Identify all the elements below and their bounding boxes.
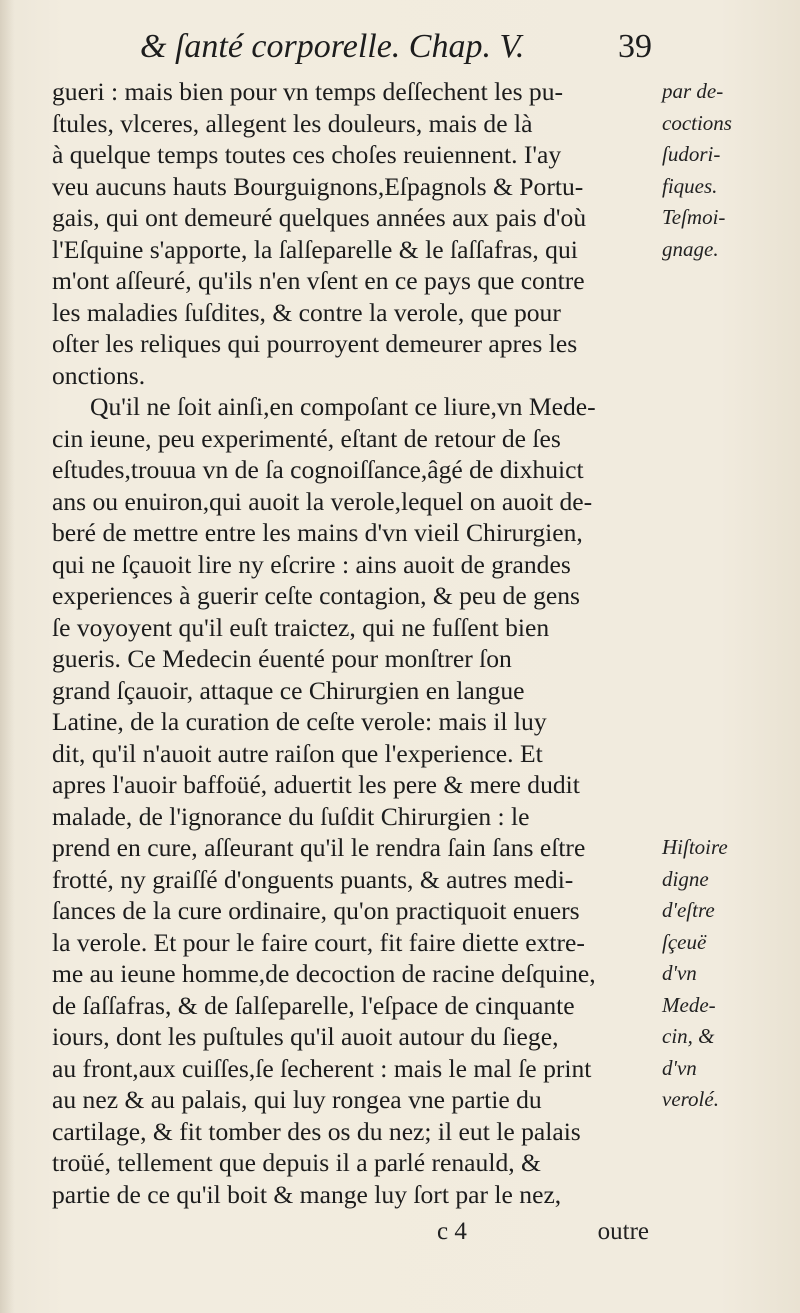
text-line: la verole. Et pour le faire court, fit faire diette extre- <box>52 927 585 957</box>
catchword: outre <box>597 1218 649 1245</box>
text-line: partie de ce qu'il boit & mange luy ſort par le nez, <box>52 1179 562 1209</box>
text-line: au nez & au palais, qui luy rongea vne partie du <box>52 1085 542 1114</box>
margin-note-histoire <box>662 832 794 1116</box>
text-line: oſter les reliques qui pourroyent demeurer apres les <box>52 329 578 358</box>
text-line: me au ieune homme,de decoction de racine deſquine, <box>52 959 596 988</box>
text-line: au front,aux cuiſſes,ſe ſecherent : mais le mal ſe print <box>52 1053 592 1083</box>
margin-note-line: d'eſtre <box>662 898 715 922</box>
text-line: ſe voyoyent qu'il euſt traictez, qui ne fuſſent bien <box>52 612 550 642</box>
text-line: onctions. <box>52 360 146 390</box>
margin-note-line: digne <box>662 866 709 891</box>
text-line: à quelque temps toutes ces choſes reuiennent. I'ay <box>52 140 562 169</box>
text-line: grand ſçauoir, attaque ce Chirurgien en langue <box>52 675 525 705</box>
text-line: malade, de l'ignorance du ſuſdit Chirurgien : le <box>52 801 530 831</box>
body-text <box>52 76 657 1210</box>
page-gutter-shadow <box>0 0 14 1313</box>
text-line: les maladies ſuſdites, & contre la verole, que pour <box>52 297 561 327</box>
text-line: cartilage, & fit tomber des os du nez; il eut le palais <box>52 1116 581 1146</box>
page-footer <box>52 1218 657 1252</box>
margin-note-line: ſudori- <box>662 142 721 166</box>
text-line: beré de mettre entre les mains d'vn vieil Chirurgien, <box>52 518 583 547</box>
text-line: frotté, ny graiſſé d'onguents puants, & autres medi- <box>52 864 574 894</box>
margin-note-line: par de- <box>662 79 724 103</box>
signature-mark: c 4 <box>437 1218 467 1245</box>
text-line: ſances de la cure ordinaire, qu'on practiquoit enuers <box>52 896 580 925</box>
text-line: iours, dont les puſtules qu'il auoit autour du ſiege, <box>52 1022 559 1051</box>
margin-note-line: ſçeuë <box>662 929 707 954</box>
margin-note-line: fiques. <box>662 173 718 198</box>
text-line: de ſaſſafras, & de ſalſeparelle, l'eſpace de cinquante <box>52 990 575 1020</box>
text-line: experiences à guerir ceſte contagion, & peu de gens <box>52 581 580 610</box>
margin-note-line: cin, & <box>662 1024 715 1048</box>
margin-note-line: coctions <box>662 110 732 135</box>
margin-note-decoctions <box>662 76 794 265</box>
text-line: cin ieune, peu experimenté, eſtant de retour de ſes <box>52 423 561 453</box>
text-line: dit, qu'il n'auoit autre raiſon que l'experience. Et <box>52 738 543 768</box>
text-line: gais, qui ont demeuré quelques années aux pais d'où <box>52 203 587 232</box>
text-line: apres l'auoir baffoüé, aduertit les pere & mere dudit <box>52 770 580 799</box>
text-line: troüé, tellement que depuis il a parlé renauld, & <box>52 1148 541 1177</box>
text-line: gueri : mais bien pour vn temps deſſechent les pu- <box>52 77 564 106</box>
margin-note-line: d'vn <box>662 961 697 985</box>
margin-note-line: Teſmoi- <box>662 205 726 229</box>
margin-note-line: Hiſtoire <box>662 835 728 859</box>
text-line: m'ont aſſeuré, qu'ils n'en vſent en ce pays que contre <box>52 266 585 295</box>
text-line: ans ou enuiron,qui auoit la verole,lequel on auoit de- <box>52 486 593 516</box>
running-header <box>140 28 660 78</box>
text-line: gueris. Ce Medecin éuenté pour monſtrer ſon <box>52 644 512 673</box>
margin-note-line: verolé. <box>662 1087 719 1111</box>
text-line: prend en cure, aſſeurant qu'il le rendra ſain ſans eſtre <box>52 833 586 862</box>
text-line: qui ne ſçauoit lire ny eſcrire : ains auoit de grandes <box>52 549 571 579</box>
text-line: Latine, de la curation de ceſte verole: mais il luy <box>52 707 547 736</box>
text-line: Qu'il ne ſoit ainſi,en compoſant ce liure,vn Mede- <box>90 392 596 421</box>
text-line: eſtudes,trouua vn de ſa cognoiſſance,âgé de dixhuict <box>52 455 584 484</box>
text-line: ſtules, vlceres, allegent les douleurs, mais de là <box>52 108 533 138</box>
text-line: veu aucuns hauts Bourguignons,Eſpagnols & Portu- <box>52 171 584 201</box>
text-line: l'Eſquine s'apporte, la ſalſeparelle & le ſaſſafras, qui <box>52 234 578 264</box>
margin-note-line: d'vn <box>662 1055 697 1080</box>
running-title: & ſanté corporelle. Chap. V. <box>140 28 525 65</box>
page-number: 39 <box>618 28 652 65</box>
margin-note-line: gnage. <box>662 236 719 261</box>
margin-note-line: Mede- <box>662 992 716 1017</box>
